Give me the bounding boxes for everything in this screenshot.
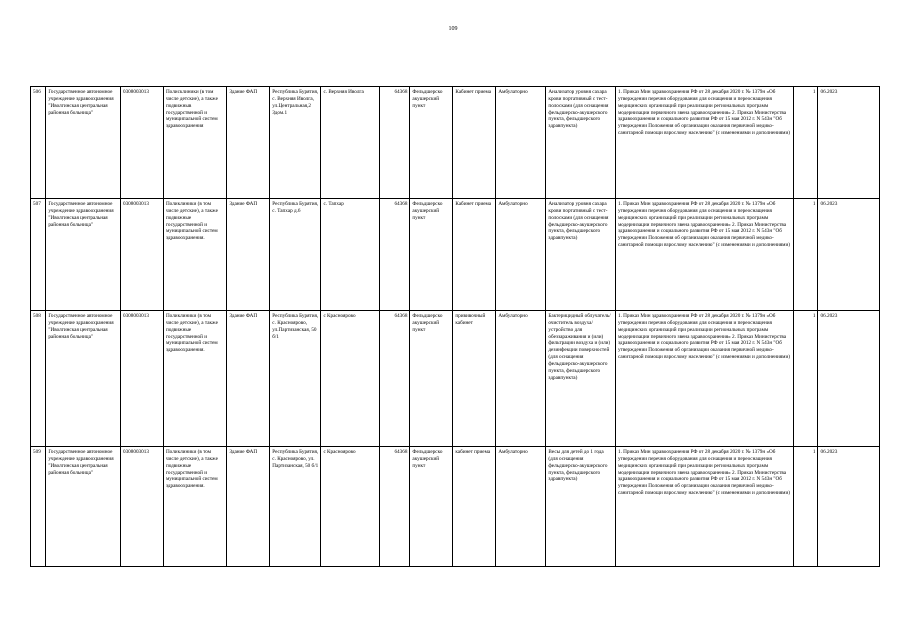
unit-cell: Фельдшерско акушерский пункт: [410, 199, 453, 311]
row-number: 508: [31, 311, 46, 447]
table-row: [31, 311, 880, 447]
building-cell: Здание ФАП: [227, 311, 270, 447]
unit-cell: Фельдшерско акушерский пункт: [410, 87, 453, 199]
locality-cell: с Красноярово: [321, 447, 379, 567]
room-cell: прививочный кабинет: [453, 311, 496, 447]
room-cell: кабинет приема: [453, 447, 496, 567]
building-cell: Здание ФАП: [227, 199, 270, 311]
organization-cell: Государственное автономное учреждение здравоохранения "Иволгинская центральная районная больница": [46, 311, 121, 447]
organization-cell: Государственное автономное учреждение здравоохранения "Иволгинская центральная районная больница": [46, 199, 121, 311]
oktmo-cell: 64368: [379, 311, 410, 447]
table-row: [31, 447, 880, 567]
care-type-cell: Амбулаторно: [496, 199, 546, 311]
table-row: [31, 199, 880, 311]
row-number: 509: [31, 447, 46, 567]
quantity-cell: 1: [793, 87, 818, 199]
care-type-cell: Амбулаторно: [496, 447, 546, 567]
page-number: 109: [448, 26, 458, 32]
code-cell: 0308003013: [120, 199, 163, 311]
address-cell: Республика Бурятия, с. Тапхар д.6: [270, 199, 321, 311]
basis-cell: 1. Приказ Мин здравоохранения РФ от 28 декабря 2020 г. № 1379н «Об утверждении перечня оборудования для оснащения и переоснащения медицинских организаций при реализации региональных программ модернизации первичного звена здравоохранения» 2. Приказ Министерства здравоохранения и социального развития РФ от 15 мая 2012 г. N 543н "Об утверждении Положения об организации оказания первичной медико-санитарной помощи взрослому населению" (с изменениями и дополнениями): [615, 199, 793, 311]
address-cell: Республика Бурятия, с. Красноярово, ул. Партизанская, 50 б/1: [270, 447, 321, 567]
owner-cell: Поликлиники (в том числе детские), а также подвижные государственной и муниципальной систем здравоохранения.: [163, 311, 226, 447]
basis-cell: 1. Приказ Мин здравоохранения РФ от 28 декабря 2020 г. № 1379н «Об утверждении перечня оборудования для оснащения и переоснащения медицинских организаций при реализации региональных программ модернизации первичного звена здравоохранения» 2. Приказ Министерства здравоохранения и социального развития РФ от 15 мая 2012 г. N 543н "Об утверждении Положения об организации оказания первичной медико-санитарной помощи взрослому населению" (с изменениями и дополнениями): [615, 311, 793, 447]
code-cell: 0308003013: [120, 447, 163, 567]
row-number: 507: [31, 199, 46, 311]
date-cell: 06.2023: [818, 199, 880, 311]
quantity-cell: 1: [793, 311, 818, 447]
unit-cell: Фельдшерско акушерский пункт: [410, 311, 453, 447]
owner-cell: Поликлиники (в том числе детские), а также подвижные государственной и муниципальной систем здравоохранения.: [163, 447, 226, 567]
address-cell: Республика Бурятия, с. Верхняя Иволга, ул.Центральная,2 Здом.1: [270, 87, 321, 199]
equipment-cell: Весы для детей до 1 года (для оснащения фельдшерско-акушерского пункта, фельдшерского здравпункта): [546, 447, 616, 567]
locality-cell: с Красноярово: [321, 311, 379, 447]
owner-cell: Поликлиники (в том числе детские), а также подвижные государственной и муниципальной систем здравоохранения.: [163, 199, 226, 311]
care-type-cell: Амбулаторно: [496, 87, 546, 199]
basis-cell: 1. Приказ Мин здравоохранения РФ от 28 декабря 2020 г. № 1379н «Об утверждении перечня оборудования для оснащения и переоснащения медицинских организаций при реализации региональных программ модернизации первичного звена здравоохранения» 2. Приказ Министерства здравоохранения и социального развития РФ от 15 мая 2012 г. N 543н "Об утверждении Положения об организации оказания первичной медико-санитарной помощи взрослому населению" (с изменениями и дополнениями): [615, 87, 793, 199]
unit-cell: Фельдшерско акушерский пункт: [410, 447, 453, 567]
quantity-cell: 1: [793, 199, 818, 311]
quantity-cell: 1: [793, 447, 818, 567]
oktmo-cell: 64368: [379, 447, 410, 567]
room-cell: Кабинет приема: [453, 199, 496, 311]
date-cell: 06.2023: [818, 447, 880, 567]
care-type-cell: Амбулаторно: [496, 311, 546, 447]
address-cell: Республика Бурятия, с. Красноярово, ул.Партизанская, 50 б/1: [270, 311, 321, 447]
table-row: [31, 87, 880, 199]
oktmo-cell: 64368: [379, 199, 410, 311]
date-cell: 06.2023: [818, 87, 880, 199]
organization-cell: Государственное автономное учреждение здравоохранения "Иволгинская центральная районная больница": [46, 87, 121, 199]
locality-cell: с. Тапхар: [321, 199, 379, 311]
equipment-cell: Анализатор уровня сахара крови портативный с тест-полосками (для оснащения фельдшерско-акушерского пункта, фельдшерского здравпункта): [546, 199, 616, 311]
locality-cell: с. Верхняя Иволга: [321, 87, 379, 199]
basis-cell: 1. Приказ Мин здравоохранения РФ от 28 декабря 2020 г. № 1379н «Об утверждении перечня оборудования для оснащения и переоснащения медицинских организаций при реализации региональных программ модернизации первичного звена здравоохранения» 2. Приказ Министерства здравоохранения и социального развития РФ от 15 мая 2012 г. N 543н "Об утверждении Положения об организации оказания первичной медико-санитарной помощи взрослому населению" (с изменениями и дополнениями): [615, 447, 793, 567]
equipment-cell: Анализатор уровня сахара крови портативный с тест-полосками (для оснащения фельдшерско-акушерского пункта, фельдшерского здравпункта): [546, 87, 616, 199]
room-cell: Кабинет приема: [453, 87, 496, 199]
organization-cell: Государственное автономное учреждение здравоохранения "Иволгинская центральная районная больница": [46, 447, 121, 567]
oktmo-cell: 64368: [379, 87, 410, 199]
equipment-table: [30, 86, 880, 567]
date-cell: 06.2023: [818, 311, 880, 447]
row-number: 506: [31, 87, 46, 199]
code-cell: 0308003013: [120, 311, 163, 447]
code-cell: 0308003013: [120, 87, 163, 199]
building-cell: Здание ФАП: [227, 87, 270, 199]
building-cell: Здание ФАП: [227, 447, 270, 567]
equipment-cell: Бактерицидный облучатель/очиститель воздуха/устройство для обеззараживания и (или) фильтрации воздуха и (или) дезинфекции поверхностей (для оснащения фельдшерско-акушерского пункта, фельдшерского здравпункта): [546, 311, 616, 447]
owner-cell: Полисклиники (в том числе детские), а также подвижныв государственной и муниципальной систем здравоохранения: [163, 87, 226, 199]
